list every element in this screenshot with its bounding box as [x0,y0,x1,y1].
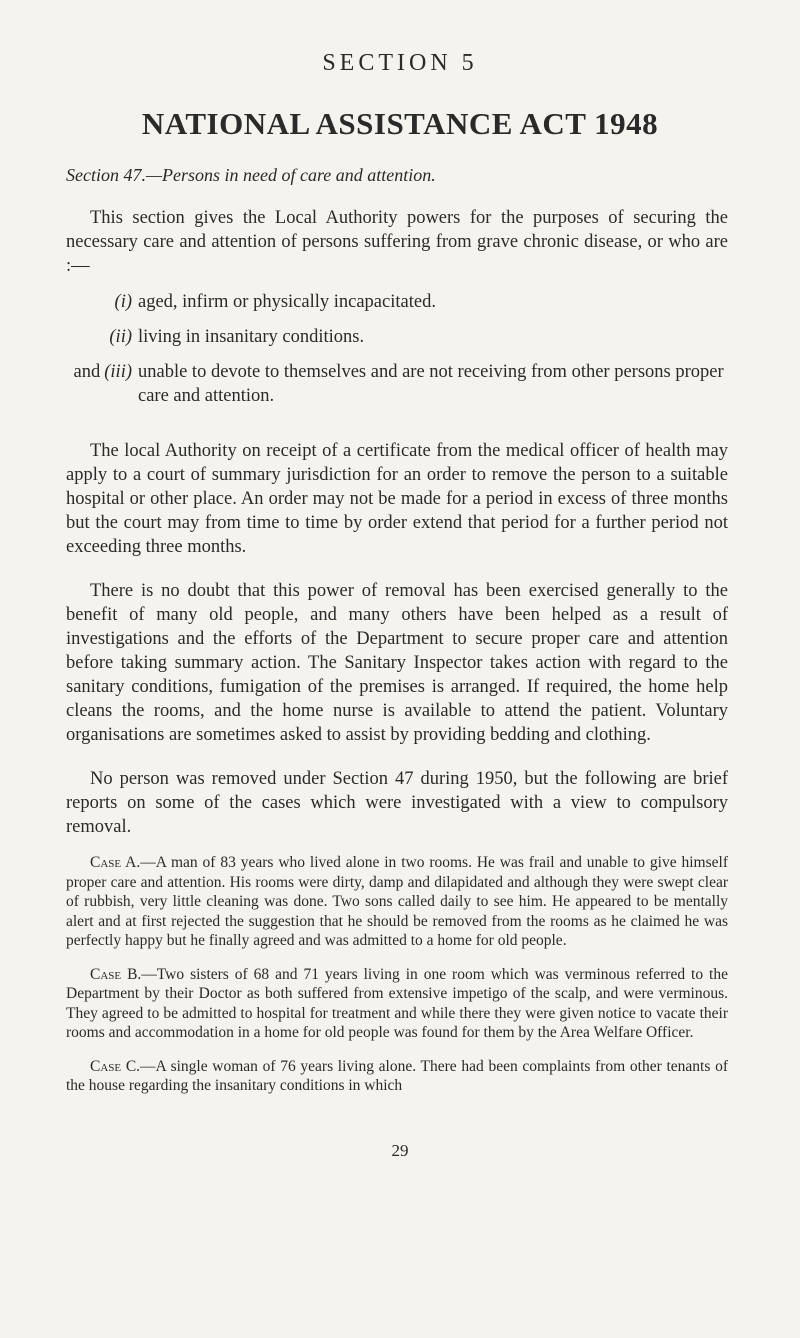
case-label: Case B. [90,965,142,983]
conditions-list [66,290,728,408]
case-report [66,965,728,1043]
list-item [66,325,728,349]
cases-intro-paragraph: No person was removed under Section 47 during 1950, but the following are brief reports on some of the cases which were investigated with a view to compulsory removal. [66,769,728,837]
case-text: —A man of 83 years who lived alone in two rooms. He was frail and unable to give himself proper care and attention. His rooms were dirty, damp and dilapidated and although they were swept clear of rubbish, very little cleaning was done. Two sons called daily to see him. He appeared to be mentally alert and at first rejected the suggestion that he should be removed from the rooms as he claimed he was perfectly happy but he finally agreed and was admitted to a home for old people. [66,854,728,949]
page-number: 29 [391,1141,409,1160]
case-label: Case C. [90,1057,141,1075]
list-marker: (ii) [109,327,132,347]
list-text: aged, infirm or physically incapacitated. [138,292,436,312]
court-order-paragraph: The local Authority on receipt of a certificate from the medical officer of health may apply to a court of summary jurisdiction for an order to remove the person to a suitable hospital or other place. An order may not be made for a period in excess of three months but the court may from time to time by order extend that period for a further period not exceeding three months. [66,441,728,557]
list-item [66,360,728,408]
list-marker: (i) [114,292,132,312]
case-label: Case A. [90,854,141,871]
list-lead: and [73,362,101,382]
intro-paragraph: This section gives the Local Authority powers for the purposes of securing the necessary care and attention of persons suffering from grave chronic disease, or who are :— [66,208,728,276]
case-report [66,1057,728,1096]
act-title: NATIONAL ASSISTANCE ACT 1948 [141,106,659,141]
case-text: —Two sisters of 68 and 71 years living in one room which was verminous referred to the Department by their Doctor as both suffered from extensive impetigo of the scalp, and were verminous. They agreed to be admitted to hospital for treatment and while there they were given notice to vacate their rooms and accommodation in a home for old people was found for them by the Area Welfare Officer. [66,965,728,1041]
section-subheading: Section 47.—Persons in need of care and attention. [66,165,436,185]
case-report [66,853,728,951]
list-marker: (iii) [104,362,132,382]
section-heading: SECTION 5 [322,50,478,76]
list-item [66,290,728,314]
list-text: unable to devote to themselves and are not receiving from other persons proper care and attention. [138,362,724,406]
list-text: living in insanitary conditions. [138,327,365,347]
case-text: —A single woman of 76 years living alone. There had been complaints from other tenants of the house regarding the insanitary conditions in which [66,1057,728,1094]
document-body [66,165,728,1110]
removal-power-paragraph: There is no doubt that this power of removal has been exercised generally to the benefit of many old people, and many others have been helped as a result of investigations and the efforts of the Department to secure proper care and attention before taking summary action. The Sanitary Inspector takes action with regard to the sanitary conditions, fumigation of the premises is arranged. If required, the home help cleans the rooms, and the home nurse is available to attend the patient. Voluntary organisations are sometimes asked to assist by providing bedding and clothing. [66,581,728,745]
